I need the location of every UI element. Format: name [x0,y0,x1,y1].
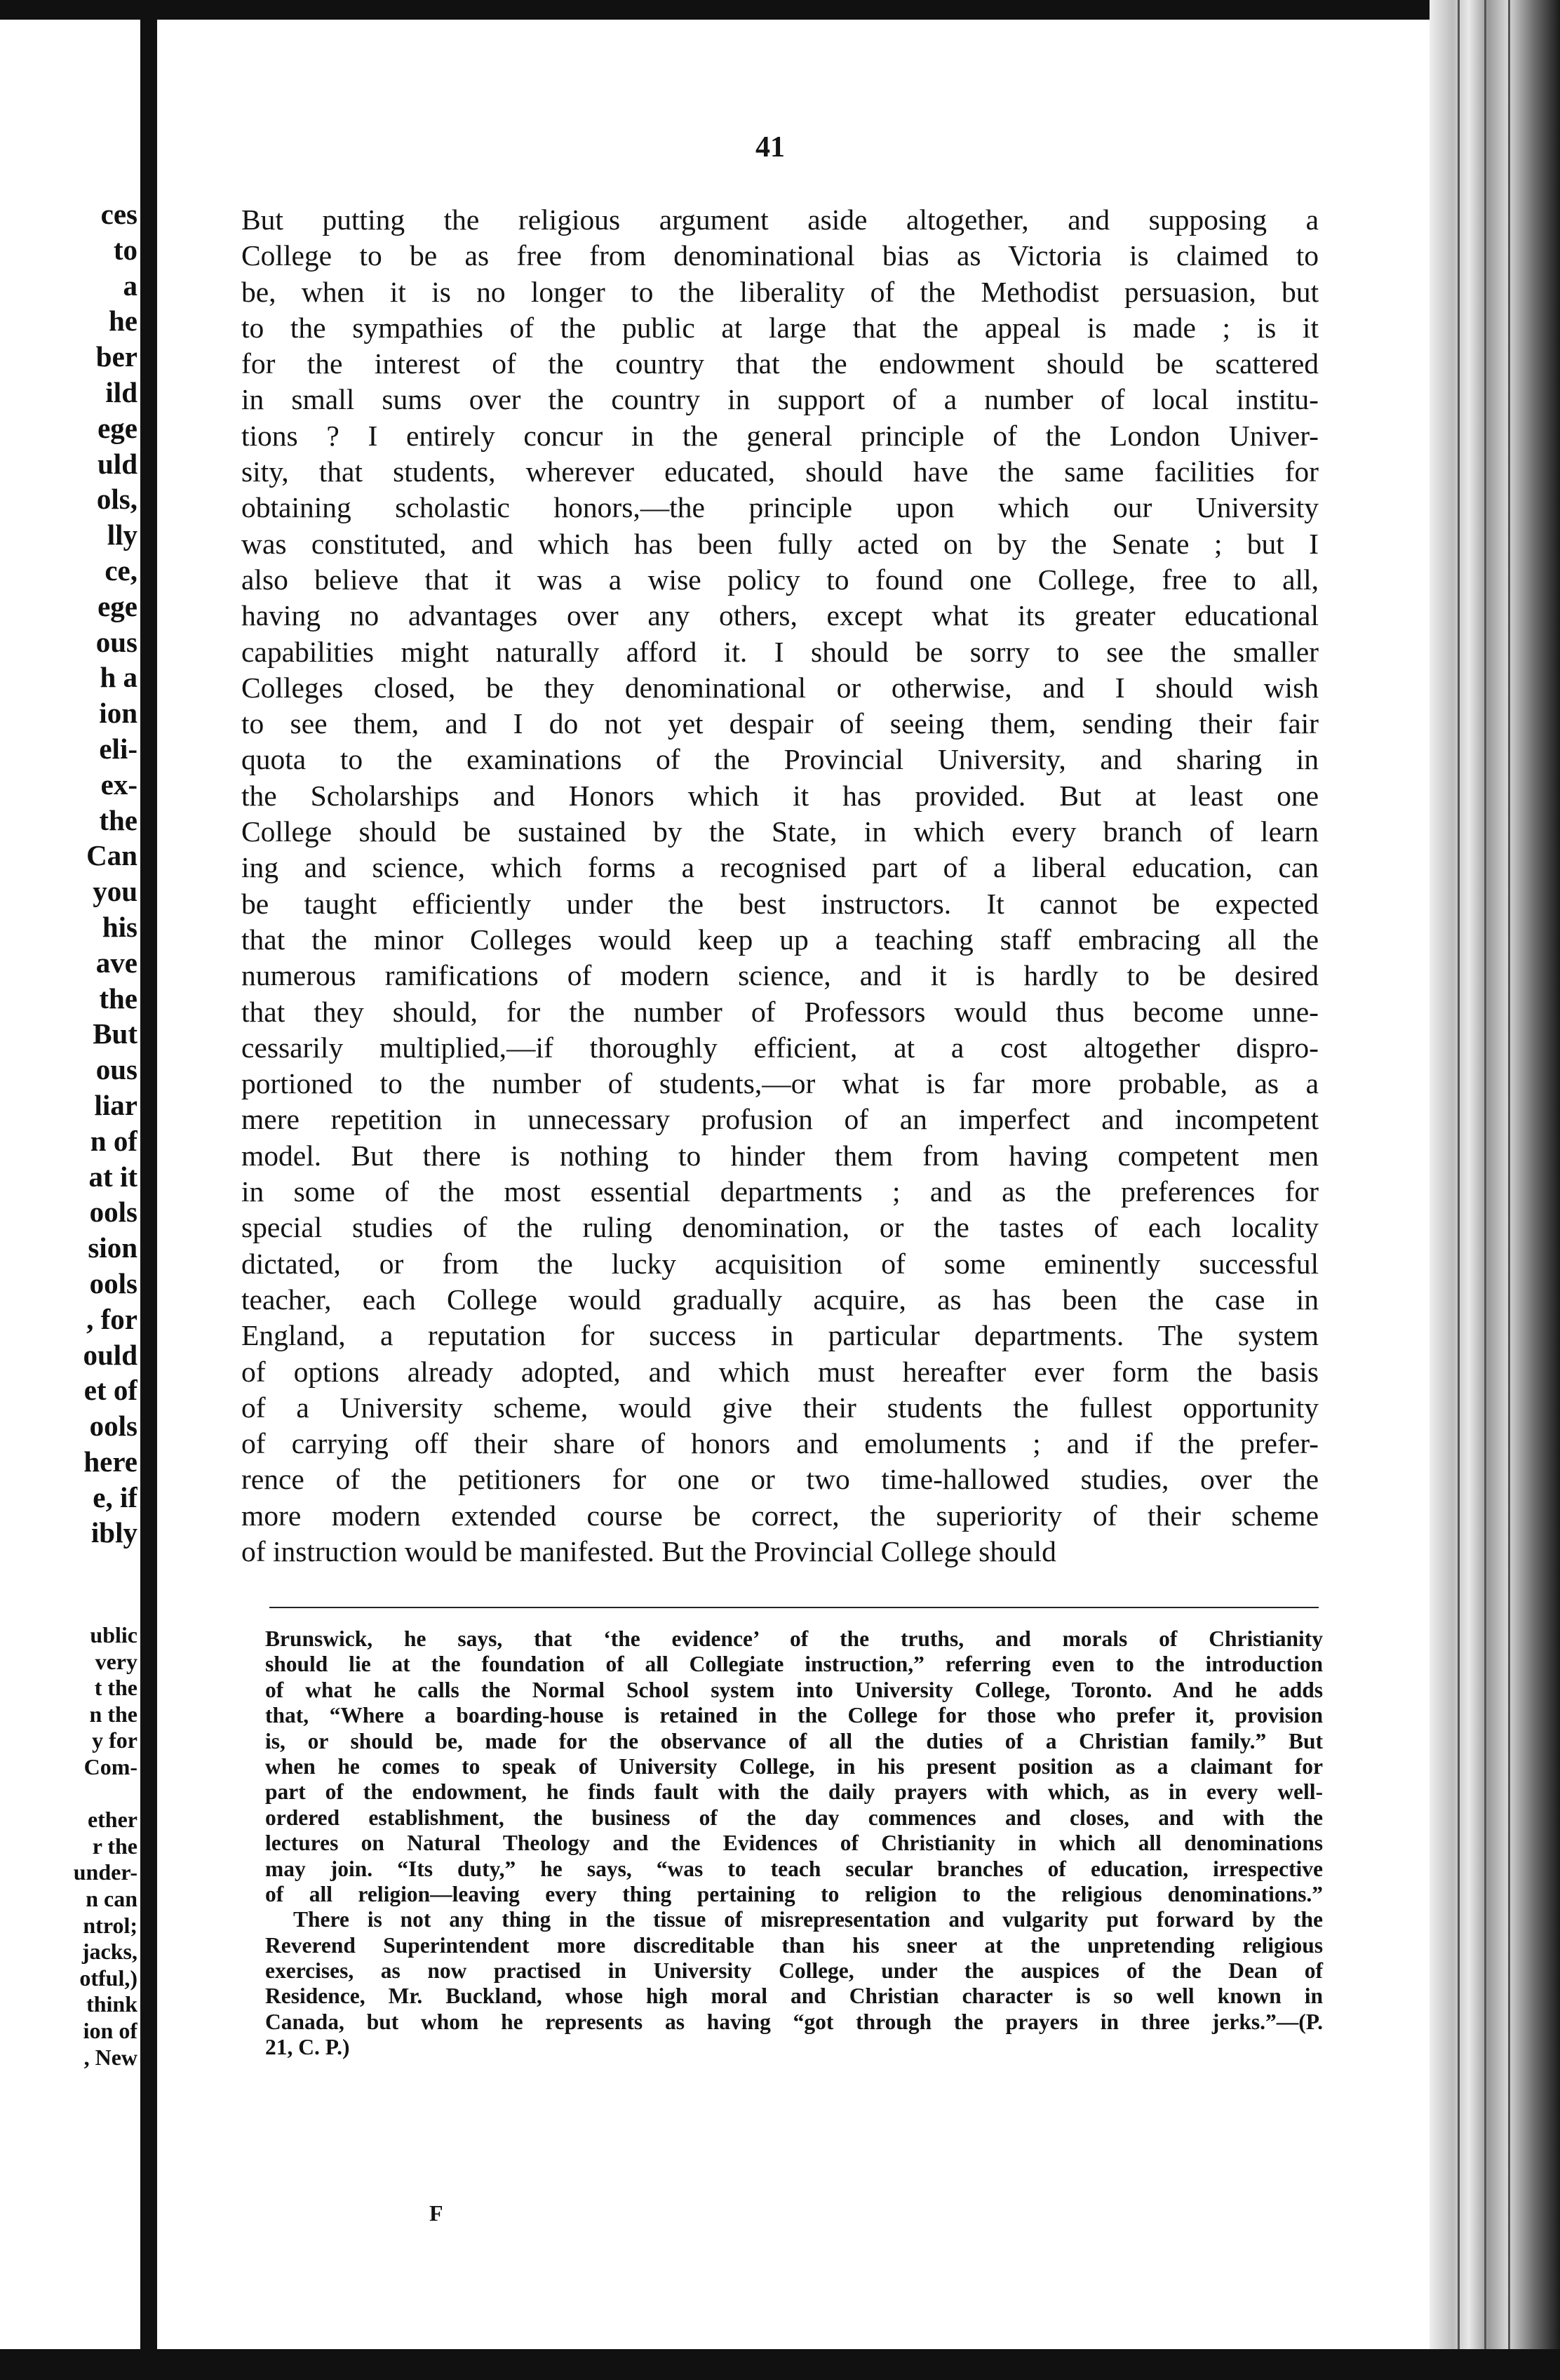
fragment-footnote-line: y for [92,1727,137,1753]
scan-top-border [0,0,1560,20]
footnote-line: part of the endowment, he finds fault with the daily prayers with which, as in every well- [265,1779,1323,1805]
fragment-footnote-line: n can [86,1885,137,1911]
fragment-footnote-line: ublic [90,1622,137,1647]
body-line: to the sympathies of the public at large that the appeal is made ; is it [241,311,1319,344]
footnote-line: of all religion—leaving every thing pertaining to religion to the religious denominations.” [265,1881,1323,1906]
body-line: be, when it is no longer to the liberality of the Methodist persuasion, but [241,275,1319,308]
footnote-line: of what he calls the Normal School system into University College, Toronto. And he adds [265,1677,1323,1702]
fragment-line: lly [107,519,137,551]
fragment-line: sion [88,1231,137,1264]
fragment-footnote-line: jacks, [81,1939,137,1965]
previous-page-footnote-fragment [0,1622,137,2071]
page-number: 41 [755,131,785,163]
body-line: ing and science, which forms a recognised part of a liberal education, can [241,851,1319,884]
fragment-line: e, if [93,1480,137,1513]
fragment-footnote-line: , New [83,2044,137,2070]
body-line: dictated, or from the lucky acquisition of some eminently successful [241,1247,1319,1280]
body-line: having no advantages over any others, except what its greater educational [241,599,1319,632]
footnote-line: Canada, but whom he represents as having “got through the prayers in three jerks.”—(P. [265,2009,1323,2034]
footnote-line: that, “Where a boarding-house is retained in the College for those who prefer it, provision [265,1703,1323,1728]
body-line: in small sums over the country in support of a number of local institu- [241,383,1319,416]
fragment-line: at it [88,1160,137,1193]
fragment-footnote-line: ether [87,1807,137,1833]
fragment-line: ibly [90,1516,137,1549]
fragment-footnote-line: under- [73,1859,137,1885]
fragment-line: eli- [99,732,137,765]
body-line: Colleges closed, be they denominational or otherwise, and I should wish [241,671,1319,704]
scan-bottom-border [0,2349,1560,2380]
body-line: College should be sustained by the State, in which every branch of learn [241,815,1319,848]
page-edge-stripe [1508,0,1510,2380]
footnote [265,1626,1323,2061]
body-line: also believe that it was a wise policy to found one College, free to all, [241,563,1319,596]
body-line: of options already adopted, and which must hereafter ever form the basis [241,1355,1319,1388]
fragment-line: ave [95,946,137,979]
footnote-line: may join. “Its duty,” he says, “was to teach secular branches of education, irrespective [265,1856,1323,1881]
body-line: of carrying off their share of honors and emoluments ; and if the prefer- [241,1427,1319,1460]
footnote-line: should lie at the foundation of all Collegiate instruction,” referring even to the introduction [265,1652,1323,1677]
body-line: rence of the petitioners for one or two time-hallowed studies, over the [241,1463,1319,1496]
fragment-line: But [93,1017,137,1050]
fragment-line: ild [105,375,137,408]
fragment-line: n of [90,1124,137,1157]
fragment-line: ber [95,340,137,373]
fragment-footnote-line: very [95,1648,137,1674]
footnote-line: ordered establishment, the business of the day commences and closes, and with the [265,1805,1323,1830]
page-gutter [140,0,157,2380]
fragment-line: he [109,305,137,337]
body-line: quota to the examinations of the Provincial University, and sharing in [241,743,1319,776]
fragment-footnote-line: think [86,1991,137,2017]
fragment-line: ces [100,198,137,230]
footnote-line: when he comes to speak of University College, in his present position as a claimant for [265,1753,1323,1779]
body-line: that the minor Colleges would keep up a teaching staff embracing all the [241,923,1319,956]
fragment-line: ools [89,1196,137,1229]
body-text [241,202,1319,1570]
signature-mark: F [429,2200,443,2226]
fragment-line: the [99,982,137,1015]
fragment-line: h a [100,661,137,694]
fragment-footnote-line: t the [94,1675,137,1701]
fragment-line: you [93,875,137,908]
fragment-footnote-line: ion of [83,2017,137,2043]
body-line: mere repetition in unnecessary profusion of an imperfect and incompetent [241,1103,1319,1136]
previous-page-fragment [0,196,137,1551]
fragment-line: et of [83,1374,137,1407]
footnote-line: 21, C. P.) [265,2035,350,2060]
fragment-footnote-line: otful,) [79,1965,137,1991]
body-line: tions ? I entirely concur in the general principle of the London Univer- [241,419,1319,452]
body-line: special studies of the ruling denomination, or the tastes of each locality [241,1211,1319,1244]
footnote-line: Brunswick, he says, that ‘the evidence’ of the truths, and morals of Christianity [265,1626,1323,1651]
footnote-line: exercises, as now practised in University College, under the auspices of the Dean of [265,1958,1323,1984]
fragment-line: , for [86,1302,137,1335]
body-line: cessarily multiplied,—if thoroughly efficient, at a cost altogether dispro- [241,1031,1319,1064]
fragment-line: Can [86,839,137,872]
body-line: sity, that students, wherever educated, should have the same facilities for [241,455,1319,488]
fragment-line: ege [98,589,137,622]
body-line: was constituted, and which has been fully acted on by the Senate ; but I [241,527,1319,560]
fragment-line: ols, [96,483,137,516]
fragment-line: ools [89,1266,137,1299]
body-line: the Scholarships and Honors which it has provided. But at least one [241,779,1319,812]
body-line: to see them, and I do not yet despair of seeing them, sending their fair [241,707,1319,740]
fragment-line: liar [94,1088,137,1121]
fragment-line: the [99,803,137,836]
fragment-line: ous [95,1053,137,1086]
fragment-footnote-line: n the [89,1701,137,1727]
footnote-rule [269,1607,1319,1608]
page-edge-stripe [1458,0,1460,2380]
page-edge-stack [1430,0,1560,2380]
body-line: numerous ramifications of modern science, and it is hardly to be desired [241,959,1319,992]
fragment-line: a [123,269,137,302]
body-line: in some of the most essential departments ; and as the preferences for [241,1175,1319,1208]
fragment-line: to [113,233,137,266]
body-line: England, a reputation for success in particular departments. The system [241,1319,1319,1352]
fragment-footnote-line [0,1781,137,1807]
body-line: College to be as free from denominational bias as Victoria is claimed to [241,239,1319,272]
page-edge-stripe [1484,0,1486,2380]
body-line: be taught efficiently under the best instructors. It cannot be expected [241,887,1319,920]
fragment-footnote-line: r the [92,1833,137,1859]
fragment-line: ion [99,697,137,730]
body-line: that they should, for the number of Professors would thus become unne- [241,995,1319,1028]
body-line: of instruction would be manifested. But the Provincial College should [241,1535,1056,1567]
fragment-line: ege [98,411,137,444]
fragment-line: ce, [105,554,137,587]
body-line: for the interest of the country that the endowment should be scattered [241,347,1319,380]
fragment-footnote-line: ntrol; [83,1912,137,1938]
body-line: of a University scheme, would give their students the fullest opportunity [241,1391,1319,1424]
fragment-line: ools [89,1410,137,1443]
fragment-line: his [102,910,137,943]
footnote-line: lectures on Natural Theology and the Evidences of Christianity in which all denominations [265,1831,1323,1856]
body-line: capabilities might naturally afford it. I should be sorry to see the smaller [241,635,1319,668]
body-line: obtaining scholastic honors,—the principle upon which our University [241,491,1319,524]
body-line: But putting the religious argument aside altogether, and supposing a [241,203,1319,236]
footnote-line: Reverend Superintendent more discreditable than his sneer at the unpretending religious [265,1932,1323,1958]
fragment-line: ould [83,1338,137,1371]
body-line: more modern extended course be correct, the superiority of their scheme [241,1499,1319,1532]
fragment-line: ex- [100,768,137,801]
fragment-line: here [83,1445,137,1478]
fragment-line: ous [95,625,137,658]
footnote-line: is, or should be, made for the observance of all the duties of a Christian family.” But [265,1728,1323,1753]
fragment-footnote-line: Com- [83,1753,137,1779]
body-line: model. But there is nothing to hinder them from having competent men [241,1139,1319,1172]
body-line: teacher, each College would gradually acquire, as has been the case in [241,1283,1319,1316]
footnote-line: There is not any thing in the tissue of misrepresentation and vulgarity put forward by the [293,1907,1323,1932]
body-line: portioned to the number of students,—or what is far more probable, as a [241,1067,1319,1100]
fragment-line: uld [98,447,137,480]
footnote-line: Residence, Mr. Buckland, whose high moral and Christian character is so well known in [265,1984,1323,2009]
